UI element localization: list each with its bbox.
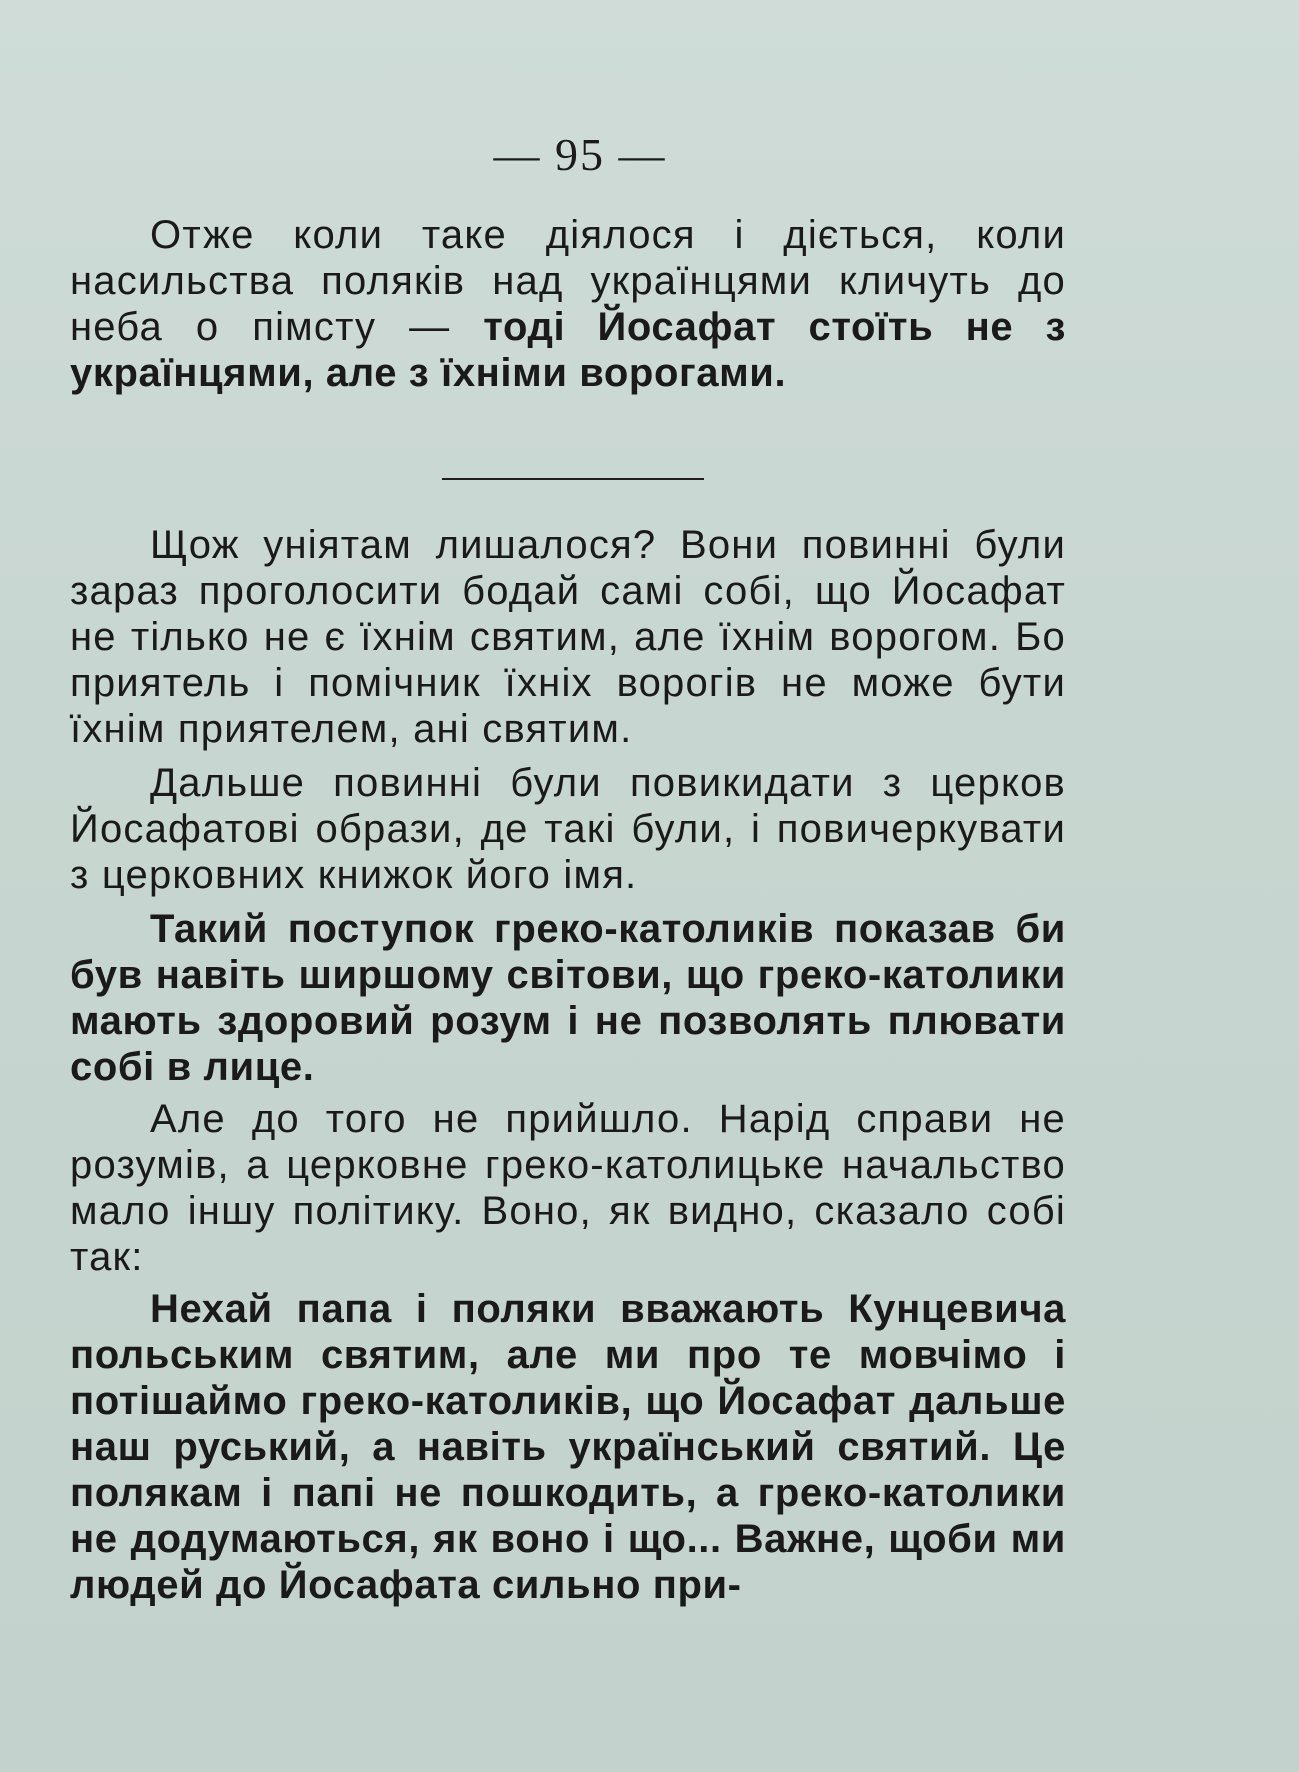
paragraph-1-text: Отже коли таке діялося і діється, коли насильства поляків над українцями кличуть до неба о пімсту —	[70, 213, 1066, 349]
paragraph-4: Такий поступок греко-католиків показав би був навіть ширшому світови, що греко-католики мають здоровий розум і не позволять плювати собі в лице.	[70, 907, 1066, 1089]
text-block-top	[70, 212, 1066, 396]
paragraph-1-bold-text: тоді Йосафат стоїть не з українцями, але з їхніми ворогами.	[70, 305, 1067, 395]
paragraph-3: Дальше повинні були повикидати з церков Йосафатові образи, де такі були, і повичеркувати з церковних книжок його імя.	[70, 761, 1066, 897]
page-number: — 95 —	[493, 129, 667, 180]
paragraph-5: Але до того не прийшло. Нарід справи не розумів, а церковне греко-католицьке начальство мало іншу політику. Воно, як видно, сказало собі так:	[70, 1097, 1066, 1279]
text-block-main	[70, 522, 1066, 1608]
section-divider	[442, 478, 704, 480]
paragraph-1	[70, 212, 1066, 396]
paragraph-6: Нехай папа і поляки вважають Кунцевича польським святим, але ми про те мовчімо і потішаймо греко-католиків, що Йосафат дальше наш руський, а навіть український святий. Це полякам і папі не пошкодить, а греко-католики не додумаються, як воно і що... Важне, щоби ми людей до Йосафата сильно при-	[70, 1287, 1066, 1607]
paragraph-2: Щож уніятам лишалося? Вони повинні були зараз проголосити бодай самі собі, що Йосафат не тілько не є їхнім святим, але їхнім ворогом. Бо приятель і помічник їхніх ворогів не може бути їхнім приятелем, ані святим.	[70, 523, 1066, 751]
